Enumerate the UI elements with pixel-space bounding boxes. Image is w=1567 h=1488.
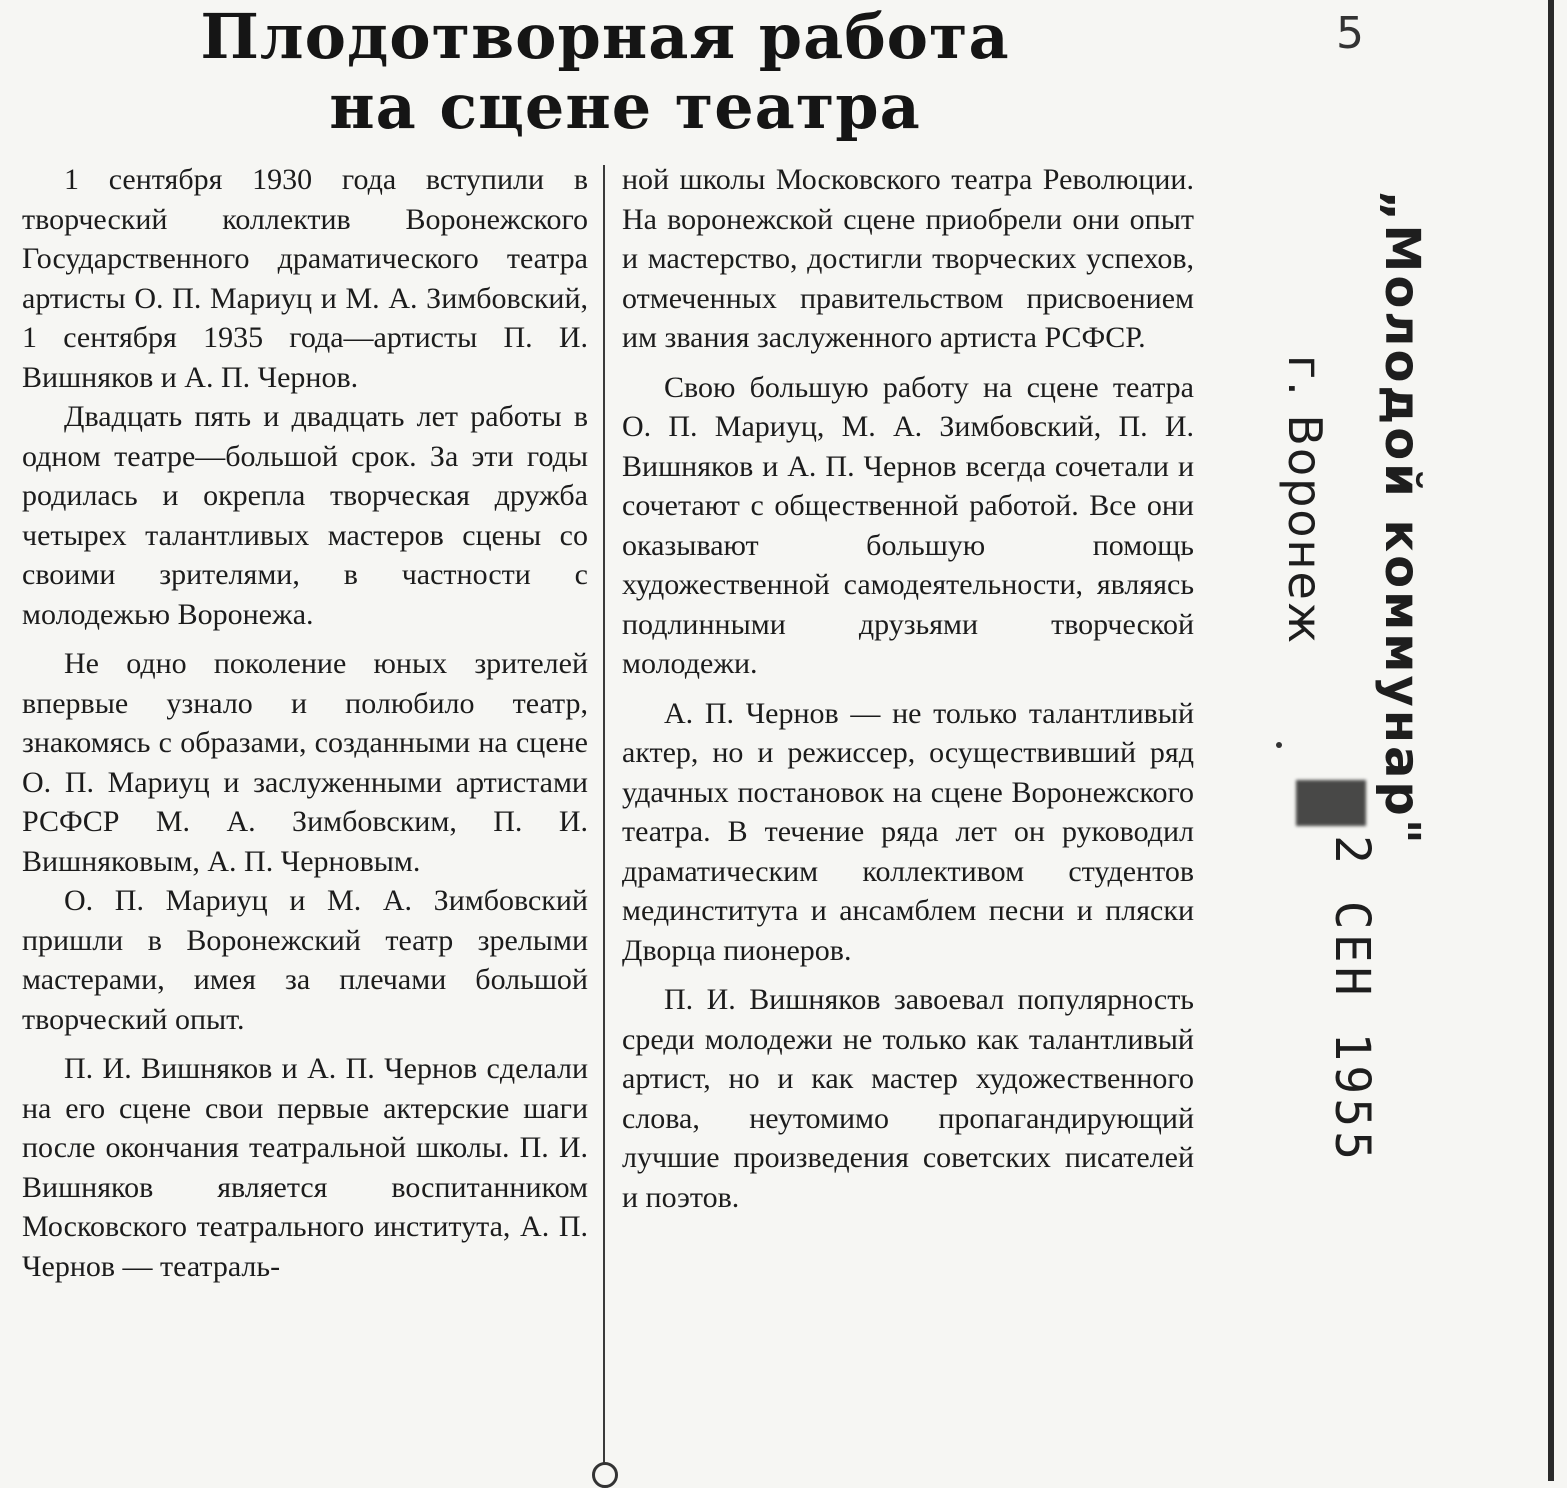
stamp-dot [1276,742,1282,748]
article-headline [190,2,1020,142]
headline-line-2: на сцене театра [329,70,921,143]
corner-handwritten-mark: 5 [1336,8,1364,59]
paragraph: ной школы Московского театра Революции. На воронежской сцене приобрели они опыт и мастерство, достигли творческих успехов, отмеченных правительством присвоением им звания заслуженного артиста РСФСР. [622,163,1194,354]
article-column-left [22,160,588,1286]
paragraph: Двадцать пять и двадцать лет работы в одном театре—большой срок. За эти годы родилась и окрепла творческая дружба четырех талантливых мастеров сцены со своими зрителями, в частности с молодежью Воронежа. [22,400,588,631]
article-column-right [622,160,1194,1217]
bottom-ornament-icon [592,1462,618,1488]
stamp-city: г. Воронеж [1278,355,1332,646]
paragraph: 1 сентября 1930 года вступили в творческий коллектив Воронежского Государственного драматического театра артисты О. П. Мариуц и М. А. Зимбовский, 1 сентября 1935 года—артисты П. И. Вишняков и А. П. Чернов. [22,163,588,394]
stamp-newspaper-name: „Молодой коммунар" [1374,190,1430,847]
paragraph: О. П. Мариуц и М. А. Зимбовский пришли в Воронежский театр зрелыми мастерами, имея за плечами большой творческий опыт. [22,884,588,1036]
stamp-ink-block [1296,780,1366,826]
paragraph: Не одно поколение юных зрителей впервые узнало и полюбило театр, знакомясь с образами, созданными на сцене О. П. Мариуц и заслуженными артистами РСФСР М. А. Зимбовским, П. И. Вишняковым, А. П. Черновым. [22,647,588,878]
paragraph: А. П. Чернов — не только талантливый актер, но и режиссер, осуществивший ряд удачных постановок на сцене Воронежского театра. В течение ряда лет он руководил драматическим коллективом студентов мединститута и ансамблем песни и пляски Дворца пионеров. [622,696,1194,967]
paragraph: П. И. Вишняков завоевал популярность среди молодежи не только как талантливый артист, но и как мастер художественного слова, неутомимо пропагандирующий лучшие произведения советских писателей и поэтов. [622,983,1194,1214]
column-divider [603,165,605,1465]
stamp-date: 2 СЕН 1955 [1324,835,1380,1164]
headline-line-1: Плодотворная работа [200,0,1010,73]
paragraph: Свою большую работу на сцене театра О. П. Мариуц, М. А. Зимбовский, П. И. Вишняков и А. П. Чернов всегда сочетали и сочетают с общественной работой. Все они оказывают большую помощь художественной самодеятельности, являясь подлинными друзьями творческой молодежи. [622,370,1194,680]
paragraph: П. И. Вишняков и А. П. Чернов сделали на его сцене свои первые актерские шаги после окончания театральной школы. П. И. Вишняков является воспитанником Московского театрального института, А. П. Чернов — театраль- [22,1052,588,1283]
